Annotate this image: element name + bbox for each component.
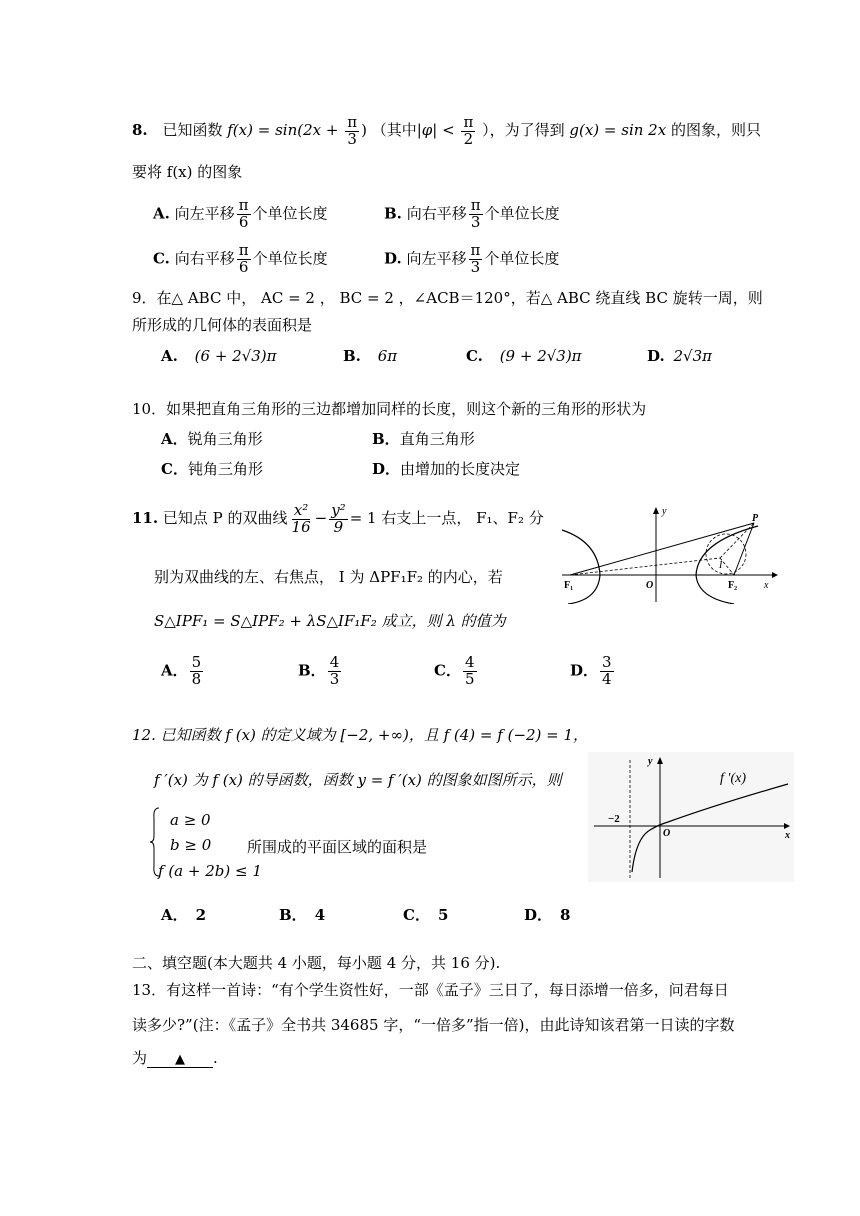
option-text-post: 个单位长度 <box>484 204 560 223</box>
q8-close-paren: ) <box>361 121 367 139</box>
frac-den: 3 <box>329 669 340 688</box>
option-text-pre: 向左平移 <box>406 249 467 268</box>
option-label: C． <box>403 906 430 924</box>
option-text: 2√3π <box>673 347 712 365</box>
answer-blank[interactable] <box>147 1049 213 1068</box>
frac-num: 4 <box>464 653 475 671</box>
q11-text-1: 已知点 P 的双曲线 <box>162 509 288 527</box>
q13-line2: 读多少?”(注：《孟子》全书共 34685 字，“一倍多”指一倍)，由此诗知该君第一日读的字数 <box>132 1016 735 1034</box>
q12-option-a <box>161 904 206 925</box>
q8-option-b <box>384 198 560 231</box>
q8-text-3: ），为了得到 <box>482 121 565 139</box>
option-label: A. <box>153 204 170 223</box>
q12-option-c <box>403 904 448 925</box>
q12-option-d <box>524 904 570 925</box>
option-text: 6π <box>377 347 398 365</box>
fig-f1-label: F₁ <box>564 580 574 591</box>
system-row-3: f (a + 2b) ≤ 1 <box>158 862 262 880</box>
frac-den: 9 <box>333 517 344 536</box>
option-label: C. <box>466 347 483 365</box>
option-text: 钝角三角形 <box>187 460 263 478</box>
option-label: B． <box>298 661 326 680</box>
option-fraction <box>328 655 342 688</box>
q8-pi-over-2 <box>461 112 475 148</box>
frac-num: π <box>238 196 249 214</box>
q11-line2: 别为双曲线的左、右焦点， I 为 ΔPF₁F₂ 的内心，若 <box>154 568 503 586</box>
option-fraction <box>237 198 251 231</box>
q10-option-c <box>161 458 263 479</box>
derivative-figure <box>588 752 794 882</box>
q9-option-d <box>647 347 712 365</box>
q11-option-c <box>434 655 479 688</box>
option-label: B． <box>372 430 400 448</box>
incircle <box>706 534 746 574</box>
frac-den: 8 <box>191 669 202 688</box>
option-text-pre: 向右平移 <box>406 204 467 223</box>
option-label: A． <box>161 661 188 680</box>
q10-option-a <box>161 428 263 449</box>
fig-x-label: x <box>764 580 769 591</box>
q8-f-expression: f(x) = sin(2x + <box>227 121 339 139</box>
fig-minus-two-label: −2 <box>608 813 620 825</box>
frac-den: 16 <box>291 517 311 536</box>
frac-den: 3 <box>470 257 481 276</box>
option-text-post: 个单位长度 <box>484 249 560 268</box>
q11-option-a <box>161 655 205 688</box>
option-label: D． <box>524 906 553 924</box>
system-row-1: a ≥ 0 <box>170 811 211 829</box>
q11-line1 <box>132 500 544 536</box>
system-row-2: b ≥ 0 <box>170 836 212 854</box>
q9-option-b <box>343 347 397 365</box>
option-label: B. <box>384 204 402 223</box>
q8-frac-num: π <box>347 112 358 131</box>
option-text-pre: 向左平移 <box>174 204 235 223</box>
option-text-post: 个单位长度 <box>252 249 328 268</box>
option-label: C. <box>153 249 170 268</box>
q8-frac-num-2: π <box>463 112 474 131</box>
option-fraction <box>469 243 483 276</box>
option-fraction <box>469 198 483 231</box>
q11-frac-x <box>290 500 313 536</box>
option-text: 8 <box>560 906 571 924</box>
q11-option-b <box>298 655 343 688</box>
frac-num: π <box>238 241 249 259</box>
q12-system-text: 所围成的平面区域的面积是 <box>247 838 428 856</box>
q10-option-b <box>372 428 475 449</box>
q9-option-a <box>161 347 277 365</box>
q11-number: 11. <box>132 509 159 527</box>
option-label: D. <box>384 249 402 268</box>
q11-text-2: = 1 右支上一点， F₁、F₂ 分 <box>349 509 544 527</box>
q8-number: 8. <box>132 121 148 139</box>
fig-f2-label: F₂ <box>728 580 738 591</box>
section2-title: 二、填空题(本大题共 4 小题，每小题 4 分，共 16 分). <box>132 954 501 972</box>
option-label: A. <box>161 347 178 365</box>
option-text: (9 + 2√3)π <box>499 347 582 365</box>
fig-o-label: O <box>646 580 654 591</box>
frac-num: π <box>470 196 481 214</box>
q10-option-d <box>372 458 520 479</box>
frac-num: π <box>470 241 481 259</box>
frac-num: 5 <box>191 653 202 671</box>
option-label: A． <box>161 430 188 448</box>
q9-line1: 9．在△ ABC 中， AC = 2 ， BC = 2 ，∠ACB＝120°，若△ ABC 绕直线 BC 旋转一周，则 <box>132 289 763 307</box>
option-label: C． <box>434 661 461 680</box>
hyperbola-left-branch <box>562 530 600 604</box>
q8-option-d <box>384 243 559 276</box>
q8-line1 <box>132 112 761 148</box>
option-text: 直角三角形 <box>399 430 475 448</box>
q12-line2: f ′(x) 为 f (x) 的导函数，函数 y = f ′(x) 的图象如图所示，则 <box>154 771 562 789</box>
fig-i-label: I <box>719 560 723 571</box>
triangle-icon: ▲ <box>175 1052 186 1067</box>
q8-text-4: 的图象，则只 <box>670 121 761 139</box>
frac-num: x² <box>293 500 309 519</box>
q13-line3-prefix: 为 <box>132 1049 148 1067</box>
segment-pf1 <box>570 523 754 575</box>
q8-text-1: 已知函数 <box>162 121 223 139</box>
q8-text-2: （其中 <box>371 121 417 139</box>
q8-option-a <box>153 198 328 231</box>
q11-option-d <box>570 655 616 688</box>
frac-den: 5 <box>464 669 475 688</box>
fig-x-label: x <box>785 830 790 841</box>
frac-den: 3 <box>470 212 481 231</box>
option-fraction <box>237 243 251 276</box>
frac-den: 4 <box>602 669 612 688</box>
option-text: 由增加的长度决定 <box>400 460 521 478</box>
option-label: C． <box>161 460 188 478</box>
option-text: 2 <box>195 906 207 924</box>
option-label: B． <box>279 906 307 924</box>
frac-den: 6 <box>238 212 249 231</box>
frac-num: 3 <box>602 653 612 671</box>
option-text-post: 个单位长度 <box>252 204 328 223</box>
frac-num: 4 <box>329 653 340 671</box>
option-text: 4 <box>314 906 326 924</box>
q8-line2: 要将 f(x) 的图象 <box>132 163 243 181</box>
option-text-pre: 向右平移 <box>174 249 235 268</box>
q13-line1: 13．有这样一首诗：“有个学生资性好，一部《孟子》三日了，每日添增一倍多，问君每日 <box>132 981 729 999</box>
option-label: D． <box>570 661 599 680</box>
q12-line1: 12. 已知函数 f (x) 的定义域为 [−2, +∞)，且 f (4) = f (−2) = 1， <box>132 726 589 744</box>
q13-line3 <box>132 1047 218 1068</box>
q11-line3: S△IPF₁ = S△IPF₂ + λS△IF₁F₂ 成立，则 λ 的值为 <box>154 612 506 630</box>
hyperbola-figure <box>558 502 780 604</box>
fig-p-label: P <box>752 513 759 524</box>
option-text: 锐角三角形 <box>187 430 263 448</box>
option-fraction <box>463 655 477 688</box>
q8-frac-den: 3 <box>347 129 357 148</box>
q9-line2: 所形成的几何体的表面积是 <box>132 316 313 334</box>
fig-y-label: y <box>648 756 653 767</box>
fig-curve-label: f ′(x) <box>720 771 746 786</box>
y-axis-arrow <box>653 507 659 514</box>
fig-y-label: y <box>662 506 667 517</box>
option-label: A． <box>161 906 188 924</box>
q12-option-b <box>279 904 325 925</box>
x-axis-arrow <box>772 572 778 578</box>
option-text: 5 <box>437 906 449 924</box>
frac-num: y² <box>331 500 346 519</box>
q8-g-expression: g(x) = sin 2x <box>569 121 667 139</box>
q8-option-c <box>153 243 328 276</box>
option-fraction <box>600 655 614 688</box>
q8-phi-condition: |φ| < <box>416 121 455 139</box>
option-label: D. <box>647 347 665 365</box>
q9-option-c <box>466 347 582 365</box>
frac-den: 6 <box>238 257 249 276</box>
option-label: D． <box>372 460 401 478</box>
q10-line1: 10．如果把直角三角形的三边都增加同样的长度，则这个新的三角形的形状为 <box>132 400 647 418</box>
q13-line3-suffix: . <box>213 1049 218 1067</box>
option-fraction <box>190 655 204 688</box>
option-label: B. <box>343 347 361 365</box>
q11-frac-y <box>329 500 348 536</box>
option-text: (6 + 2√3)π <box>194 347 277 365</box>
fig-o-label: O <box>663 828 671 839</box>
q8-frac-den-2: 2 <box>463 129 474 148</box>
q8-pi-over-3 <box>345 112 359 148</box>
q11-minus: − <box>314 509 328 527</box>
